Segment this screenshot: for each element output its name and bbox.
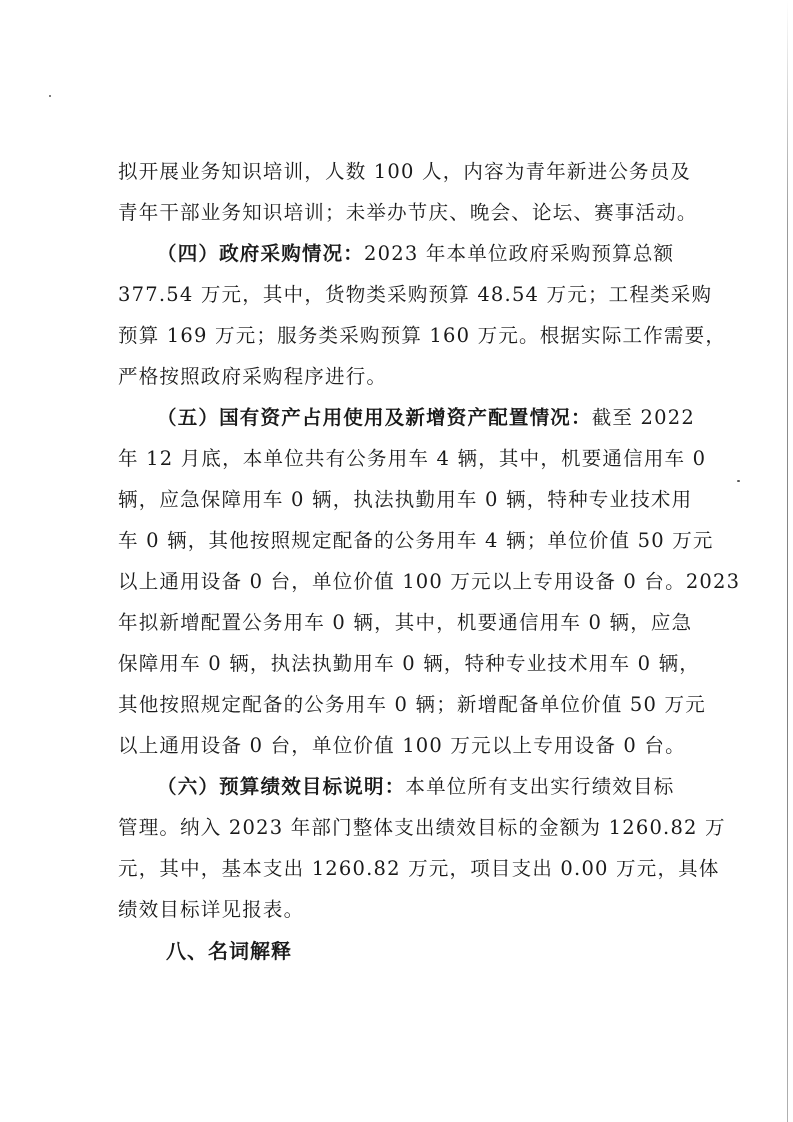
para3-line4: 车 0 辆，其他按照规定配备的公务用车 4 辆；单位价值 50 万元 <box>118 529 714 552</box>
para3-line8: 其他按照规定配备的公务用车 0 辆；新增配备单位价值 50 万元 <box>118 693 706 716</box>
para3-line1 <box>157 404 717 432</box>
para4-text: 本单位所有支出实行绩效目标 <box>405 775 675 798</box>
para2-line2: 377.54 万元，其中，货物类采购预算 48.54 万元；工程类采购 <box>118 283 713 306</box>
para2-line1 <box>157 240 717 268</box>
scan-speck <box>49 95 51 97</box>
para4-line1 <box>157 773 717 801</box>
para4-line3: 元，其中，基本支出 1260.82 万元，项目支出 0.00 万元，具体 <box>118 857 720 880</box>
para3-title: （五）国有资产占用使用及新增资产配置情况： <box>157 406 592 429</box>
para2-line4: 严格按照政府采购程序进行。 <box>118 365 388 388</box>
para4-line4: 绩效目标详见报表。 <box>118 898 305 921</box>
para3-line6: 年拟新增配置公务用车 0 辆，其中，机要通信用车 0 辆，应急 <box>118 611 693 634</box>
para2-line3: 预算 169 万元；服务类采购预算 160 万元。根据实际工作需要， <box>118 324 727 347</box>
scan-speck <box>737 480 740 482</box>
para3-text: 截至 2022 <box>591 406 695 429</box>
scan-edge-line <box>787 0 788 1122</box>
para2-title: （四）政府采购情况： <box>157 242 365 265</box>
section-heading: 八、名词解释 <box>166 939 292 963</box>
para1-line2: 青年干部业务知识培训；未举办节庆、晚会、论坛、赛事活动。 <box>118 201 698 224</box>
para3-line2: 年 12 月底，本单位共有公务用车 4 辆，其中，机要通信用车 0 <box>118 447 707 470</box>
para3-line9: 以上通用设备 0 台，单位价值 100 万元以上专用设备 0 台。 <box>118 734 686 757</box>
para3-line7: 保障用车 0 辆，执法执勤用车 0 辆，特种专业技术用车 0 辆， <box>118 652 701 675</box>
para2-text: 2023 年本单位政府采购预算总额 <box>364 242 675 265</box>
para4-line2: 管理。纳入 2023 年部门整体支出绩效目标的金额为 1260.82 万 <box>118 816 726 839</box>
para3-line3: 辆，应急保障用车 0 辆，执法执勤用车 0 辆，特种专业技术用 <box>118 488 693 511</box>
para1-line1: 拟开展业务知识培训，人数 100 人，内容为青年新进公务员及 <box>118 160 692 183</box>
para3-line5: 以上通用设备 0 台，单位价值 100 万元以上专用设备 0 台。2023 <box>118 570 741 593</box>
para4-title: （六）预算绩效目标说明： <box>157 775 406 798</box>
